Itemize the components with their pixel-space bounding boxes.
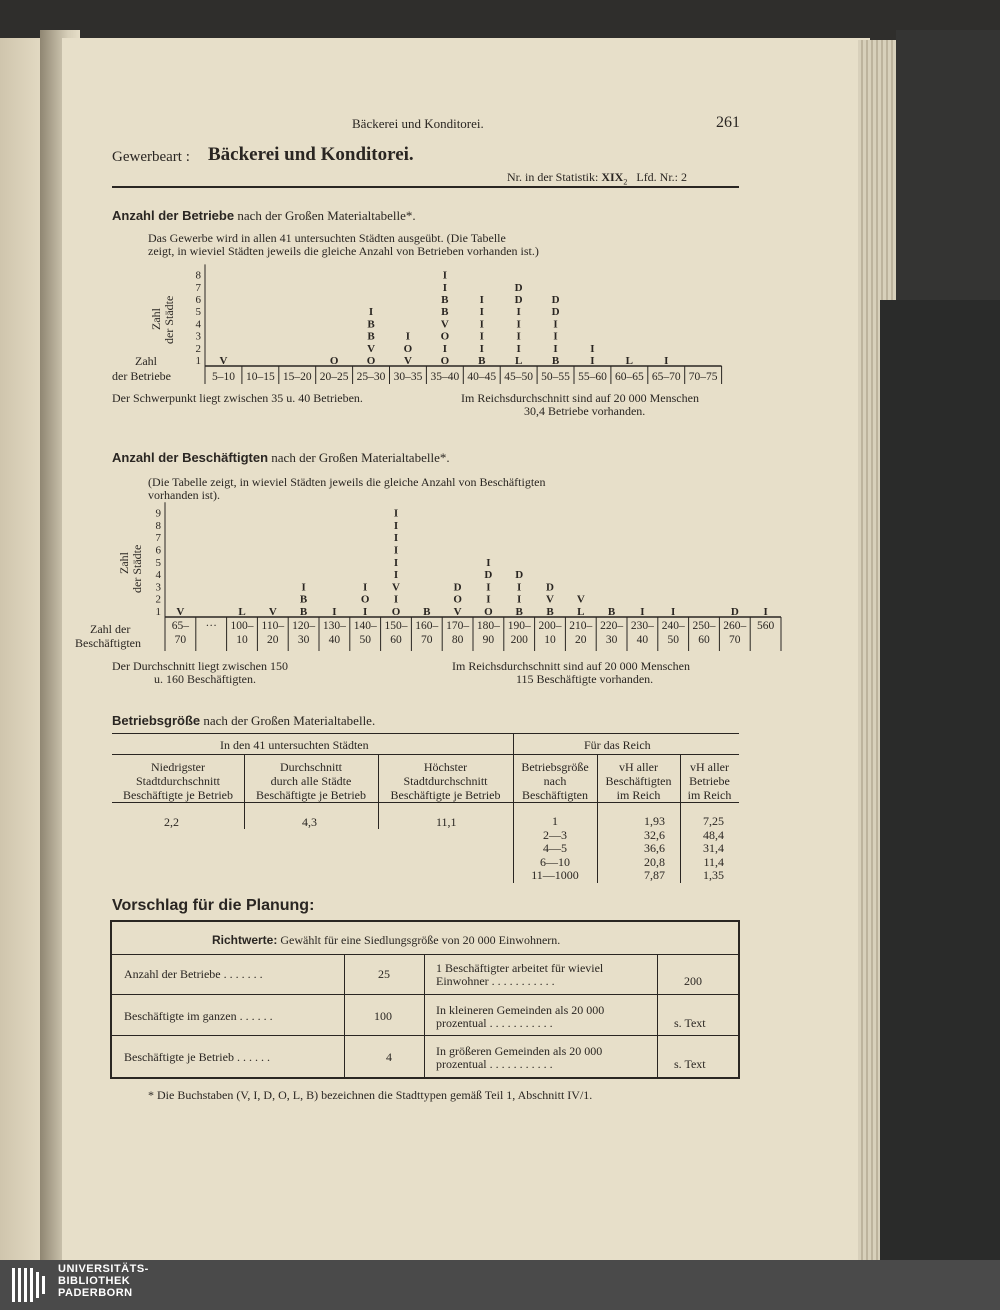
data-mark-D: D — [453, 581, 462, 594]
category-label: 50–55 — [541, 371, 570, 383]
col-header-vh-betriebe-1: vH aller — [690, 760, 729, 774]
category-label-top: 160– — [415, 620, 439, 632]
col-header-betriebsgroesse-1: Betriebsgröße — [521, 760, 589, 774]
col-header-niedrigster — [112, 760, 244, 802]
table-header-rule — [112, 802, 739, 803]
col-header-hoechster-1: Höchster — [423, 760, 468, 774]
category-label-top: 140– — [353, 620, 377, 632]
data-mark-B: B — [299, 606, 308, 618]
data-mark-I: I — [517, 593, 522, 606]
data-mark-B: B — [423, 606, 431, 618]
section2-note-left-2: u. 160 Beschäftigten. — [154, 672, 256, 686]
data-mark-I: I — [442, 269, 447, 282]
size-row: 1 — [552, 814, 558, 828]
col-header-niedrigster-3: Beschäftigte je Betrieb — [123, 788, 233, 802]
row-label-betriebe: Anzahl der Betriebe . . . . . . . — [124, 967, 263, 981]
category-label-top: 220– — [600, 620, 624, 632]
data-mark-I: I — [553, 330, 558, 343]
chart-beschaeftigte — [145, 502, 795, 657]
y-tick-label: 3 — [195, 330, 201, 343]
library-line-2: BIBLIOTHEK — [58, 1275, 131, 1287]
data-mark-I: I — [301, 581, 306, 594]
col-header-niedrigster-2: Stadtdurchschnitt — [136, 774, 220, 788]
y-tick-label: 2 — [195, 342, 201, 355]
vh-beschaeftigte-row: 32,6 — [644, 827, 665, 842]
richtwerte-box — [110, 920, 740, 1079]
data-mark-O: O — [440, 330, 450, 343]
y-tick-label: 4 — [195, 318, 201, 331]
y-tick-label: 7 — [195, 281, 201, 294]
col-header-vh-beschaeftigte — [597, 760, 680, 802]
data-mark-V: V — [546, 593, 554, 606]
data-mark-D: D — [551, 294, 560, 306]
row-question-1a: 1 Beschäftigter arbeitet für wieviel — [436, 961, 604, 975]
y-tick-label: 5 — [155, 556, 161, 569]
section2-note-left-1: Der Durchschnitt liegt zwischen 150 — [112, 659, 288, 673]
data-mark-I: I — [486, 593, 491, 606]
value-durchschnitt: 4,3 — [302, 815, 317, 829]
row-answer-1: 200 — [684, 974, 702, 988]
col-header-vh-betriebe — [680, 760, 739, 802]
col-header-durchschnitt-2: durch alle Städte — [270, 774, 352, 788]
category-label-bottom: 10 — [544, 634, 556, 646]
chart2-xlabel-1: Zahl der — [90, 622, 131, 636]
vh-betriebe-row: 1,35 — [703, 868, 724, 882]
category-label-top: 150– — [384, 620, 408, 632]
section1-intro-1: Das Gewerbe wird in allen 41 untersuchten Städten ausgeübt. (Die Tabelle — [148, 231, 506, 245]
section2-intro-2: vorhanden ist). — [148, 488, 220, 502]
section1-heading-bold: Anzahl der Betriebe — [112, 208, 235, 223]
category-label-top: 110– — [261, 620, 285, 632]
y-tick-label: 1 — [155, 606, 161, 618]
category-label-top: 190– — [507, 620, 531, 632]
category-label: 10–15 — [245, 371, 275, 383]
chart1-xlabel-1: Zahl — [135, 354, 157, 368]
lfd-number: Lfd. Nr.: 2 — [636, 170, 688, 184]
data-mark-I: I — [763, 606, 768, 618]
data-mark-I: I — [664, 355, 669, 367]
data-mark-O: O — [403, 342, 413, 355]
data-mark-V: V — [440, 318, 449, 331]
data-mark-D: D — [730, 606, 739, 618]
data-mark-B: B — [367, 330, 375, 343]
data-mark-L: L — [625, 355, 634, 367]
category-label-bottom: 70 — [421, 634, 433, 646]
data-mark-B: B — [546, 606, 554, 618]
data-mark-I: I — [517, 581, 522, 594]
cover-spine-strip — [880, 300, 1000, 1260]
data-mark-I: I — [590, 355, 595, 367]
category-label-top: ··· — [205, 620, 217, 632]
category-label-top: 230– — [630, 620, 654, 632]
richtwerte-divider-1 — [344, 954, 345, 1077]
y-tick-label: 9 — [155, 507, 161, 520]
row-label-beschaeftigte: Beschäftigte im ganzen . . . . . . — [124, 1009, 273, 1023]
data-mark-I: I — [486, 581, 491, 594]
y-tick-label: 1 — [195, 355, 201, 367]
richtwerte-rest: Gewählt für eine Siedlungsgröße von 20 000 Einwohnern. — [280, 933, 561, 947]
running-title: Bäckerei und Konditorei. — [352, 116, 484, 131]
data-mark-D: D — [484, 569, 493, 582]
data-mark-I: I — [516, 306, 521, 319]
y-tick-label: 3 — [155, 581, 161, 594]
page-number: 261 — [716, 114, 740, 131]
vh-betriebe-row: 11,4 — [703, 854, 724, 869]
data-mark-B: B — [515, 606, 523, 618]
data-mark-I: I — [479, 318, 484, 331]
data-mark-I: I — [393, 544, 399, 557]
chart1-ylabel-1: Zahl — [149, 308, 163, 330]
category-label-top: 260– — [723, 620, 747, 632]
y-tick-label: 6 — [155, 544, 161, 557]
col-header-hoechster-2: Stadtdurchschnitt — [403, 774, 488, 788]
data-mark-O: O — [360, 593, 370, 606]
data-mark-I: I — [516, 342, 521, 355]
col-header-durchschnitt-1: Durchschnitt — [280, 760, 342, 774]
row-value-beschaeftigte: 100 — [374, 1009, 392, 1023]
category-label: 35–40 — [430, 371, 460, 383]
section2-heading-rest: nach der Großen Materialtabelle*. — [271, 450, 450, 465]
title-rule — [112, 186, 739, 188]
list-betriebsgroessen — [513, 815, 597, 883]
row-question-2a: In kleineren Gemeinden als 20 000 — [436, 1003, 605, 1017]
category-label-bottom: 20 — [575, 634, 587, 646]
category-label-bottom: 50 — [667, 634, 679, 646]
category-label-bottom: 10 — [236, 634, 248, 646]
data-mark-V: V — [176, 606, 185, 618]
data-mark-I: I — [405, 330, 411, 343]
category-label-bottom: 60 — [698, 634, 710, 646]
category-label: 70–75 — [688, 371, 718, 383]
data-mark-D: D — [514, 281, 523, 294]
col-header-betriebsgroesse-3: Beschäftigten — [522, 788, 588, 802]
data-mark-I: I — [393, 556, 399, 569]
col-header-vh-betriebe-2: Betriebe — [689, 774, 730, 788]
category-label-bottom: 20 — [267, 634, 279, 646]
section1-intro-2: zeigt, in wieviel Städten jeweils die gleiche Anzahl von Betrieben vorhanden ist.) — [148, 244, 539, 258]
col-header-durchschnitt — [244, 760, 378, 802]
category-label-top: 100– — [230, 620, 254, 632]
col-header-betriebsgroesse — [513, 760, 597, 802]
trade-label: Gewerbeart : — [112, 149, 190, 165]
category-label-bottom: 30 — [605, 634, 618, 646]
table-top-rule — [112, 733, 739, 734]
chart2-ylabel-2: der Städte — [130, 544, 144, 593]
category-label: 5–10 — [211, 371, 235, 383]
section2-intro-1: (Die Tabelle zeigt, in wieviel Städten jeweils die gleiche Anzahl von Beschäftigten — [148, 475, 546, 489]
col-header-vh-beschaeftigte-3: im Reich — [616, 788, 661, 802]
chart2-xlabel-2: Beschäftigten — [75, 636, 141, 650]
data-mark-D: D — [551, 306, 560, 319]
y-tick-label: 8 — [195, 269, 201, 282]
data-mark-I: I — [393, 593, 399, 606]
data-mark-I: I — [479, 342, 484, 355]
richtwerte-line — [212, 934, 560, 946]
data-mark-B: B — [441, 306, 449, 319]
col-header-hoechster-3: Beschäftigte je Betrieb — [390, 788, 501, 802]
col-header-durchschnitt-3: Beschäftigte je Betrieb — [256, 788, 366, 802]
category-label-bottom: 70 — [729, 634, 741, 646]
data-mark-I: I — [393, 569, 399, 582]
row-value-betriebe: 25 — [378, 967, 390, 981]
data-mark-V: V — [367, 342, 376, 355]
data-mark-I: I — [553, 318, 558, 331]
data-mark-I: I — [479, 330, 484, 343]
library-logo-icon — [10, 1266, 50, 1304]
row-answer-3: s. Text — [674, 1057, 706, 1071]
data-mark-B: B — [478, 355, 486, 367]
data-mark-I: I — [479, 294, 484, 306]
section2-note-right-1: Im Reichsdurchschnitt sind auf 20 000 Menschen — [452, 659, 690, 673]
category-label: 45–50 — [504, 371, 534, 383]
category-label: 55–60 — [578, 371, 607, 383]
row-label-je-betrieb: Beschäftigte je Betrieb . . . . . . — [124, 1050, 270, 1064]
section2-note-right-2: 115 Beschäftigte vorhanden. — [516, 672, 654, 686]
richtwerte-bold: Richtwerte: — [212, 933, 278, 947]
category-label-bottom: 40 — [328, 634, 341, 646]
data-mark-B: B — [607, 606, 616, 618]
data-mark-I: I — [393, 532, 399, 545]
data-mark-L: L — [514, 355, 523, 367]
data-mark-I: I — [363, 606, 368, 618]
library-footer — [0, 1260, 1000, 1310]
chart-betriebe — [180, 258, 750, 386]
col-header-hoechster — [378, 760, 513, 802]
data-mark-I: I — [393, 507, 399, 520]
col-header-niedrigster-1: Niedrigster — [151, 760, 205, 774]
row-question-2b: prozentual . . . . . . . . . . . — [436, 1016, 553, 1030]
data-mark-I: I — [442, 342, 447, 355]
richtwerte-divider-3 — [657, 954, 658, 1077]
data-mark-O: O — [484, 606, 493, 618]
category-label-bottom: 40 — [636, 634, 649, 646]
section3-heading-rest: nach der Großen Materialtabelle. — [203, 713, 376, 728]
y-tick-label: 4 — [155, 569, 161, 582]
data-mark-O: O — [453, 593, 462, 606]
y-tick-label: 6 — [195, 294, 201, 306]
row-question-1b: Einwohner . . . . . . . . . . . — [436, 974, 555, 988]
col-header-vh-beschaeftigte-2: Beschäftigten — [605, 774, 672, 788]
data-mark-I: I — [671, 606, 676, 618]
data-mark-I: I — [516, 318, 521, 331]
section1-note-left: Der Schwerpunkt liegt zwischen 35 u. 40 Betrieben. — [112, 391, 363, 405]
size-row: 6—10 — [540, 854, 570, 869]
value-niedrigster: 2,2 — [164, 815, 179, 829]
richtwerte-row-rule — [112, 1035, 738, 1036]
stat-nr-sub: 2 — [623, 177, 628, 187]
list-vh-beschaeftigte — [597, 815, 665, 883]
vh-beschaeftigte-row: 20,8 — [644, 854, 665, 869]
row-question-3b: prozentual . . . . . . . . . . . — [436, 1057, 553, 1071]
category-label: 15–20 — [282, 371, 312, 383]
vh-betriebe-row: 48,4 — [703, 827, 724, 842]
data-mark-V: V — [219, 355, 228, 367]
data-mark-I: I — [553, 342, 558, 355]
size-row: 11—1000 — [531, 868, 579, 882]
data-mark-V: V — [403, 355, 412, 367]
data-mark-I: I — [486, 556, 491, 569]
row-value-je-betrieb: 4 — [386, 1050, 392, 1064]
y-tick-label: 2 — [155, 593, 161, 606]
category-label-top: 65– — [171, 620, 190, 632]
category-label: 25–30 — [356, 371, 386, 383]
category-label-bottom: 60 — [390, 634, 402, 646]
stat-number-line — [507, 171, 687, 186]
category-label-top: 200– — [538, 620, 562, 632]
group-left-header: In den 41 untersuchten Städten — [220, 738, 369, 752]
category-label-top: 120– — [292, 620, 316, 632]
library-logo-text — [58, 1263, 149, 1299]
section2-heading — [112, 451, 450, 464]
category-label-bottom: 30 — [297, 634, 310, 646]
col-header-vh-beschaeftigte-1: vH aller — [619, 760, 658, 774]
section1-note-right-1: Im Reichsdurchschnitt sind auf 20 000 Menschen — [461, 391, 699, 405]
section3-heading-bold: Betriebsgröße — [112, 713, 201, 728]
vh-betriebe-row: 7,25 — [703, 814, 724, 828]
section1-heading-rest: nach der Großen Materialtabelle*. — [237, 208, 416, 223]
trade-title: Bäckerei und Konditorei. — [208, 144, 414, 165]
richtwerte-divider-2 — [424, 954, 425, 1077]
category-label-top: 130– — [322, 620, 346, 632]
vh-beschaeftigte-row: 1,93 — [644, 814, 665, 828]
data-mark-B: B — [299, 593, 308, 606]
section3-heading — [112, 714, 375, 727]
row-question-3a: In größeren Gemeinden als 20 000 — [436, 1044, 603, 1058]
section2-heading-bold: Anzahl der Beschäftigten — [112, 450, 269, 465]
section1-note-right-2: 30,4 Betriebe vorhanden. — [524, 404, 646, 418]
data-mark-D: D — [514, 294, 523, 306]
data-mark-D: D — [546, 581, 554, 594]
category-label-bottom: 200 — [510, 634, 528, 646]
data-mark-I: I — [332, 606, 337, 618]
richtwerte-rule — [112, 954, 738, 955]
chart1-ylabel-2: der Städte — [162, 295, 176, 344]
row-answer-2: s. Text — [674, 1016, 706, 1030]
category-label: 40–45 — [467, 371, 497, 383]
data-mark-I: I — [640, 606, 645, 618]
data-mark-D: D — [515, 569, 524, 582]
data-mark-L: L — [238, 606, 246, 618]
planning-heading: Vorschlag für die Planung: — [112, 897, 315, 914]
vh-betriebe-row: 31,4 — [703, 841, 724, 855]
col-header-vh-betriebe-3: im Reich — [687, 788, 732, 802]
data-mark-V: V — [268, 606, 277, 618]
value-hoechster: 11,1 — [436, 815, 457, 829]
category-label: 60–65 — [614, 371, 644, 383]
category-label-bottom: 70 — [174, 634, 187, 646]
data-mark-B: B — [441, 294, 449, 306]
data-mark-V: V — [576, 593, 585, 606]
size-row: 4—5 — [543, 841, 567, 855]
data-mark-I: I — [368, 306, 374, 319]
data-mark-I: I — [516, 330, 521, 343]
category-label: 20–25 — [319, 371, 349, 383]
data-mark-I: I — [479, 306, 484, 319]
category-label: 30–35 — [393, 371, 423, 383]
data-mark-V: V — [392, 581, 400, 594]
chart2-ylabel-1: Zahl — [117, 552, 131, 574]
size-row: 2—3 — [543, 827, 567, 842]
category-label-top: 210– — [569, 620, 593, 632]
category-label-top: 250– — [692, 620, 716, 632]
left-page-edge — [0, 38, 42, 1260]
data-mark-O: O — [391, 606, 401, 618]
category-label-top: 240– — [661, 620, 685, 632]
category-label-top: 170– — [446, 620, 470, 632]
library-line-1: UNIVERSITÄTS- — [58, 1263, 149, 1275]
y-tick-label: 8 — [155, 519, 161, 532]
category-label-bottom: 80 — [451, 634, 464, 646]
list-vh-betriebe — [680, 815, 724, 883]
data-mark-L: L — [577, 606, 585, 618]
category-label-top: 560 — [756, 620, 775, 632]
category-label-bottom: 50 — [359, 634, 371, 646]
richtwerte-row-rule — [112, 994, 738, 995]
data-mark-O: O — [366, 355, 376, 367]
category-label-bottom: 90 — [482, 634, 495, 646]
footnote: * Die Buchstaben (V, I, D, O, L, B) bezeichnen die Stadttypen gemäß Teil 1, Abschnitt IV/1. — [148, 1088, 593, 1102]
data-mark-I: I — [590, 342, 595, 355]
table-group-rule — [112, 754, 739, 755]
data-mark-I: I — [393, 519, 399, 532]
y-tick-label: 5 — [195, 306, 201, 319]
data-mark-I: I — [363, 581, 368, 594]
data-mark-B: B — [367, 318, 375, 331]
library-line-3: PADERBORN — [58, 1287, 133, 1299]
data-mark-V: V — [453, 606, 462, 618]
category-label: 65–70 — [651, 371, 681, 383]
data-mark-O: O — [329, 355, 339, 367]
data-mark-I: I — [442, 281, 447, 294]
stat-nr-value: XIX — [601, 170, 624, 184]
vh-beschaeftigte-row: 36,6 — [644, 841, 665, 855]
section1-heading — [112, 209, 416, 222]
stat-nr-label: Nr. in der Statistik: — [507, 170, 599, 184]
group-right-header: Für das Reich — [584, 738, 651, 752]
data-mark-O: O — [440, 355, 450, 367]
y-tick-label: 7 — [155, 532, 161, 545]
chart1-xlabel-2: der Betriebe — [112, 369, 171, 383]
vh-beschaeftigte-row: 7,87 — [644, 868, 665, 882]
category-label-top: 180– — [476, 620, 500, 632]
data-mark-B: B — [551, 355, 560, 367]
col-header-betriebsgroesse-2: nach — [543, 774, 567, 788]
